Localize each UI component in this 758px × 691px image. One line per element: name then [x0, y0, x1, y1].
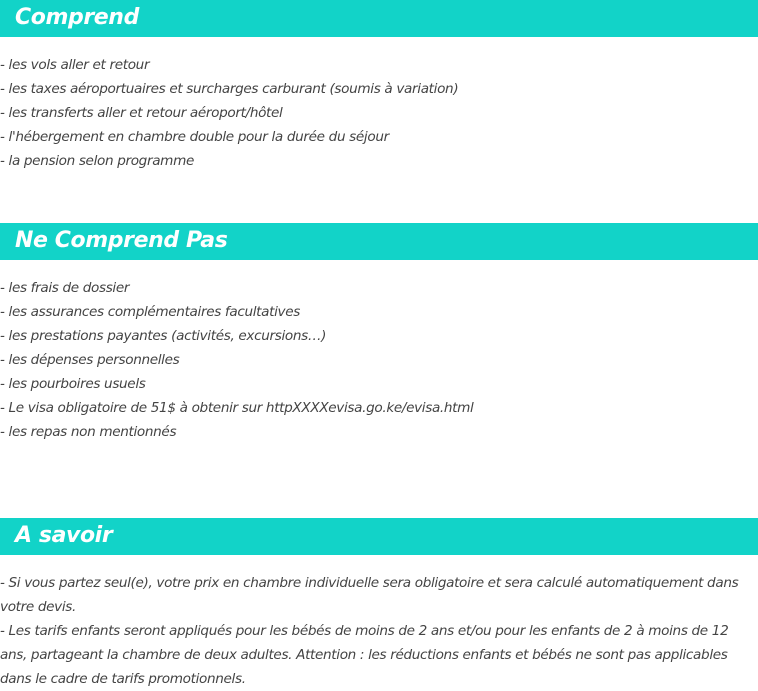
section-comprend: [0, 0, 758, 169]
a-savoir-list: [0, 571, 755, 691]
list-item: - les dépenses personnelles: [0, 352, 180, 368]
section-title-ne-comprend-pas: Ne Comprend Pas: [15, 228, 228, 253]
section-header-a-savoir: [0, 518, 758, 555]
list-item: - les taxes aéroportuaires et surcharges carburant (soumis à variation): [0, 81, 459, 97]
list-item: - Les tarifs enfants seront appliqués pour les bébés de moins de 2 ans et/ou pour les enfants de 2 à moins de 12 ans, partageant la chambre de deux adultes. Attention : les réductions enfants et bébés ne sont pas applicables dans le cadre de tarifs promotionnels.: [0, 623, 729, 687]
list-item: - les vols aller et retour: [0, 57, 150, 73]
list-item: - les pourboires usuels: [0, 376, 146, 392]
list-item: - Si vous partez seul(e), votre prix en chambre individuelle sera obligatoire et sera calculé automatiquement dans votre devis.: [0, 575, 739, 615]
list-item: - les repas non mentionnés: [0, 424, 177, 440]
list-item: - la pension selon programme: [0, 153, 194, 169]
list-item: - les assurances complémentaires facultatives: [0, 304, 300, 320]
list-item: - les frais de dossier: [0, 280, 130, 296]
list-item: - les transferts aller et retour aéroport/hôtel: [0, 105, 283, 121]
section-ne-comprend-pas: [0, 223, 758, 440]
section-header-ne-comprend-pas: [0, 223, 758, 260]
ne-comprend-pas-list: [0, 276, 755, 444]
list-item: - Le visa obligatoire de 51$ à obtenir sur httpXXXXevisa.go.ke/evisa.html: [0, 400, 474, 416]
section-title-comprend: Comprend: [15, 5, 139, 30]
section-title-a-savoir: A savoir: [15, 523, 113, 548]
list-item: - l'hébergement en chambre double pour la durée du séjour: [0, 129, 389, 145]
section-header-comprend: [0, 0, 758, 37]
section-a-savoir: [0, 518, 758, 687]
comprend-list: [0, 53, 755, 173]
list-item: - les prestations payantes (activités, excursions…): [0, 328, 327, 344]
